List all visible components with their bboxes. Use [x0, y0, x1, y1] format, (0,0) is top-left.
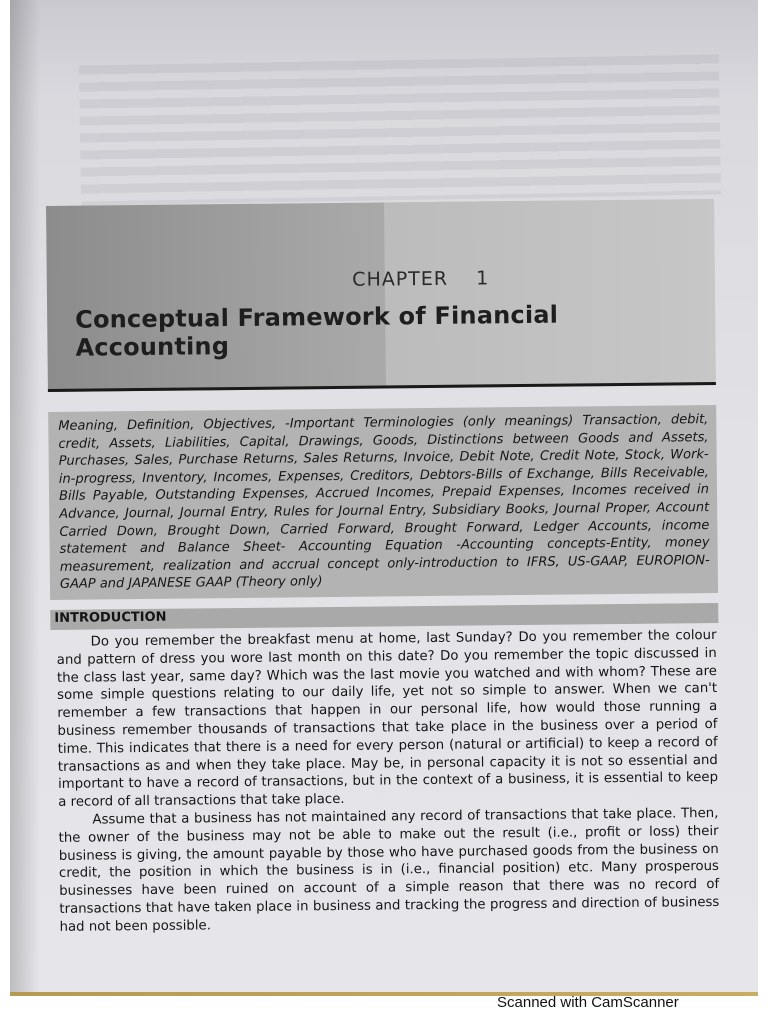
page-fold-shadow: [10, 0, 40, 992]
page-content: [46, 199, 724, 936]
introduction-body: [50, 623, 721, 937]
introduction-heading: INTRODUCTION: [54, 609, 167, 626]
paragraph: Assume that a business has not maintained any record of transactions that take place. Then, the owner of the business may not be able to make out the result (i.e., profit or loss) their business is giving, the amount payable by those who have purchased goods from the business on credit, the position in which the business is in (i.e., financial position) etc. Many prosperous businesses have been ruined on account of a simple reason that there was no record of transactions that have taken place in business and tracking the progress and direction of business had not been possible.: [58, 805, 720, 935]
chapter-number: CHAPTER 1: [352, 267, 490, 291]
chapter-title: Conceptual Framework of Financial Accounting: [75, 300, 559, 362]
banner-divider: [48, 382, 716, 392]
chapter-banner: [46, 199, 716, 392]
chapter-topics: Meaning, Definition, Objectives, -Important Terminologies (only meanings) Transaction, debit, credit, Assets, Liabilities, Capital, Drawings, Goods, Distinctions between Goods and Assets, Purchases, Sales, Purchase Returns, Sales Returns, Invoice, Debit Note, Credit Note, Stock, Work-in-progress, Inventory, Incomes, Expenses, Creditors, Debtors-Bills of Exchange, Bills Receivable, Bills Payable, Outstanding Expenses, Accrued Incomes, Prepaid Expenses, Incomes received in Advance, Journal, Journal Entry, Rules for Journal Entry, Subsidiary Books, Journal Proper, Account Carried Down, Brought Down, Carried Forward, Brought Forward, Ledger Accounts, income statement and Balance Sheet- Accounting Equation -Accounting concepts-Entity, money measurement, realization and accrual concept only-introduction to IFRS, US-GAAP, EUROPION-GAAP and JAPANESE GAAP (Theory only): [48, 405, 718, 600]
scanner-watermark: Scanned with CamScanner: [497, 994, 679, 1011]
bleed-through-text: [79, 54, 721, 205]
paragraph: Do you remember the breakfast menu at home, last Sunday? Do you remember the colour and pattern of dress you wore last month on this date? Do you remember the topic discussed in the class last year, same day? Which was the last movie you watched and with whom? These are some simple questions relating to our daily life, yet not so simple to answer. When we can't remember a few transactions that happen in our personal life, how would those running a business remember thousands of transactions that take place in the business over a period of time. This indicates that there is a need for every person (natural or artificial) to keep a record of transactions as and when they take place. May be, in personal capacity it is not so essential and important to have a record of transactions, but in the context of a business, it is essential to keep a record of all transactions that take place.: [56, 627, 719, 811]
